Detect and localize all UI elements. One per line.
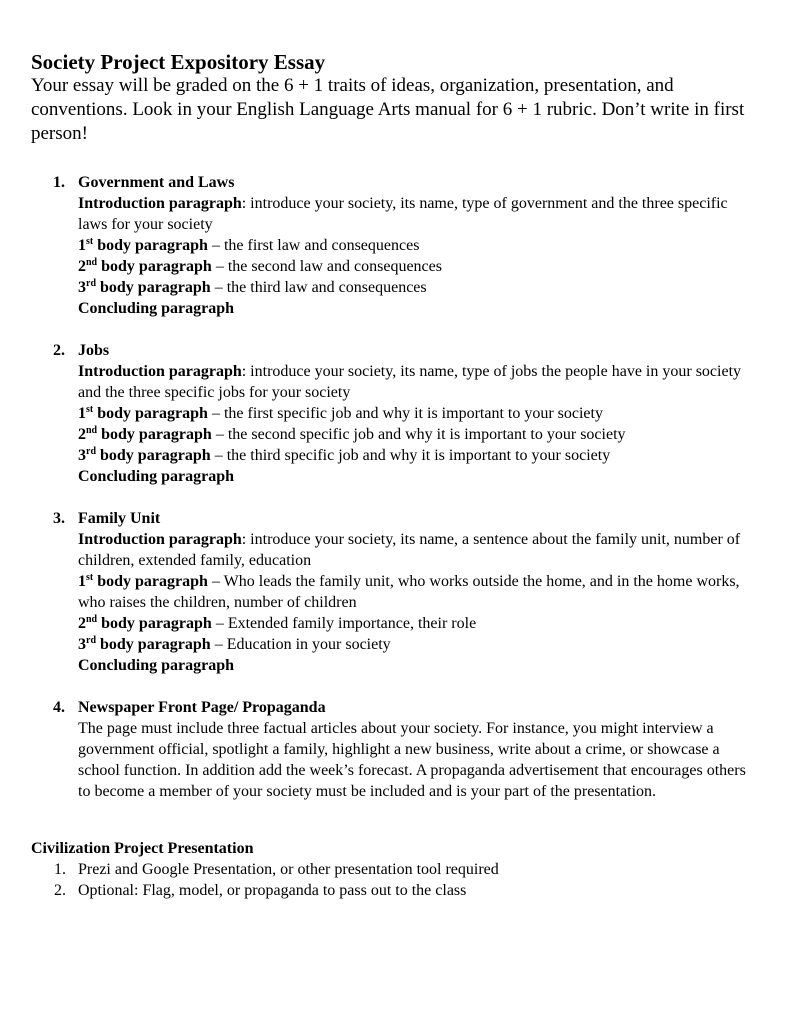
body-paragraph-label: 1st body paragraph	[78, 404, 208, 422]
section-government-and-laws	[0, 172, 791, 319]
body-paragraph-text: – Extended family importance, their role	[211, 615, 477, 632]
introduction-paragraph-line	[78, 529, 758, 571]
presentation-list-item	[31, 859, 771, 880]
introduction-text: : introduce your society, its name, type of government and the three specific laws for your society	[78, 195, 728, 233]
body-paragraph-label: 1st body paragraph	[78, 236, 208, 254]
section-number: 3.	[53, 510, 65, 527]
body-paragraph-line	[78, 277, 758, 298]
body-paragraph-text: – the second law and consequences	[211, 258, 442, 275]
section-newspaper-front-page	[0, 697, 791, 802]
body-paragraph-label: 2nd body paragraph	[78, 614, 212, 632]
section-title: Jobs	[78, 342, 110, 359]
section-title: Government and Laws	[78, 174, 235, 191]
body-paragraph-label: 2nd body paragraph	[78, 425, 212, 443]
section-body	[78, 172, 758, 319]
introduction-label: Introduction paragraph	[78, 195, 242, 212]
section-number: 1.	[53, 174, 65, 191]
section-body	[78, 508, 758, 676]
section-number: 2.	[53, 342, 65, 359]
section-number: 4.	[53, 699, 65, 716]
page-title: Society Project Expository Essay	[31, 50, 326, 74]
body-paragraph-text: – Who leads the family unit, who works outside the home, and in the home works, who raises the children, number of children	[78, 573, 740, 611]
concluding-paragraph-label: Concluding paragraph	[78, 468, 235, 485]
section-body	[78, 697, 758, 802]
body-paragraph-label: 3rd body paragraph	[78, 446, 211, 464]
intro-paragraph: Your essay will be graded on the 6 + 1 traits of ideas, organization, presentation, and conventions. Look in your English Language Arts manual for 6 + 1 rubric. Don’t write in first person!	[31, 75, 745, 144]
list-item-text: Prezi and Google Presentation, or other presentation tool required	[78, 861, 499, 878]
list-number: 1.	[54, 861, 66, 878]
introduction-paragraph-line	[78, 361, 758, 403]
presentation-section	[31, 838, 771, 901]
body-paragraph-line	[78, 424, 758, 445]
body-paragraph-text: – the first law and consequences	[207, 237, 420, 254]
body-paragraph-line	[78, 634, 758, 655]
body-paragraph-text: – the third specific job and why it is important to your society	[210, 447, 611, 464]
presentation-list-item	[31, 880, 771, 901]
section-title: Family Unit	[78, 510, 161, 527]
body-paragraph-line	[78, 571, 758, 613]
body-paragraph-text: – the third law and consequences	[210, 279, 427, 296]
list-item-text: Optional: Flag, model, or propaganda to pass out to the class	[78, 882, 467, 899]
concluding-paragraph-label: Concluding paragraph	[78, 300, 235, 317]
body-paragraph-label: 2nd body paragraph	[78, 257, 212, 275]
body-paragraph-line	[78, 445, 758, 466]
body-paragraph-line	[78, 235, 758, 256]
introduction-text: : introduce your society, its name, type of jobs the people have in your society and the three specific jobs for your society	[78, 363, 742, 401]
introduction-text: : introduce your society, its name, a sentence about the family unit, number of children, extended family, education	[78, 531, 741, 569]
section-paragraph: The page must include three factual articles about your society. For instance, you might interview a government official, spotlight a family, highlight a new business, write about a crime, or showcase a school function. In addition add the week’s forecast. A propaganda advertisement that encourages others to become a member of your society must be included and is your part of the presentation.	[78, 720, 746, 800]
body-paragraph-text: – the second specific job and why it is important to your society	[211, 426, 626, 443]
list-number: 2.	[54, 882, 66, 899]
section-jobs	[0, 340, 791, 487]
introduction-label: Introduction paragraph	[78, 363, 242, 380]
presentation-title: Civilization Project Presentation	[31, 840, 254, 857]
body-paragraph-label: 1st body paragraph	[78, 572, 208, 590]
body-paragraph-label: 3rd body paragraph	[78, 635, 211, 653]
body-paragraph-line	[78, 613, 758, 634]
body-paragraph-label: 3rd body paragraph	[78, 278, 211, 296]
section-family-unit	[0, 508, 791, 676]
section-body	[78, 340, 758, 487]
section-title: Newspaper Front Page/ Propaganda	[78, 699, 326, 716]
body-paragraph-line	[78, 256, 758, 277]
body-paragraph-text: – the first specific job and why it is important to your society	[207, 405, 603, 422]
essay-sections	[0, 172, 791, 823]
body-paragraph-text: – Education in your society	[210, 636, 391, 653]
introduction-paragraph-line	[78, 193, 758, 235]
concluding-paragraph-label: Concluding paragraph	[78, 657, 235, 674]
body-paragraph-line	[78, 403, 758, 424]
introduction-label: Introduction paragraph	[78, 531, 242, 548]
